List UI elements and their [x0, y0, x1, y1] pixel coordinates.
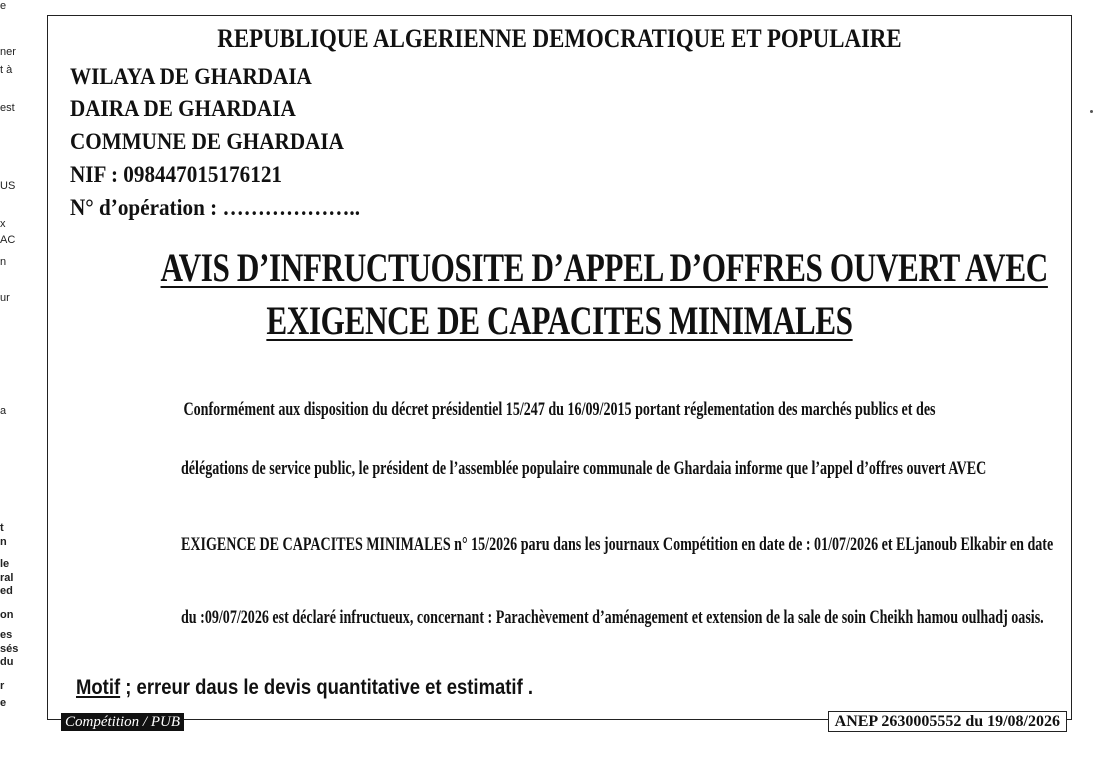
- margin-fragment: n: [0, 256, 7, 268]
- margin-fragment: US: [0, 180, 16, 192]
- body-line-2: délégations de service public, le président de l’assemblée populaire communale de Ghardaia informe que l’appel d’offres ouvert AVEC: [180, 458, 987, 479]
- daira-line: DAIRA DE GHARDAIA: [70, 96, 296, 121]
- margin-fragment: AC: [0, 234, 16, 246]
- margin-fragment: e: [0, 697, 7, 709]
- motif-line: [76, 676, 533, 700]
- body-line-1: Conformément aux disposition du décret présidentiel 15/247 du 16/09/2015 portant réglementation des marchés publics et des: [183, 399, 936, 420]
- margin-fragment: a: [0, 405, 7, 417]
- motif-text: ; erreur daus le devis quantitative et estimatif .: [120, 676, 533, 699]
- margin-fragment: ner: [0, 46, 16, 58]
- margin-fragment: ed: [0, 585, 13, 597]
- wilaya-line: WILAYA DE GHARDAIA: [70, 64, 312, 89]
- margin-fragment: sés: [0, 643, 19, 655]
- margin-fragment: n: [0, 536, 7, 548]
- body-line-3: EXIGENCE DE CAPACITES MINIMALES n° 15/2026 paru dans les journaux Compétition en date de : 01/07/2026 et ELjanoub Elkabir en date: [180, 534, 1054, 555]
- margin-fragment: e: [0, 0, 7, 12]
- notice-title-line-2: EXIGENCE DE CAPACITES MINIMALES: [266, 298, 853, 343]
- anep-reference: ANEP 2630005552 du 19/08/2026: [828, 711, 1067, 732]
- adjacent-column-fragments: [0, 0, 40, 762]
- margin-fragment: t à: [0, 64, 13, 76]
- margin-fragment: ral: [0, 572, 14, 584]
- margin-fragment: on: [0, 609, 14, 621]
- newspaper-badge: Compétition / PUB: [61, 713, 184, 731]
- margin-fragment: x: [0, 218, 6, 230]
- margin-fragment: est: [0, 102, 15, 114]
- notice-title-line-1: AVIS D’INFRUCTUOSITE D’APPEL D’OFFRES OUVERT AVEC: [160, 245, 1048, 290]
- body-line-4: du :09/07/2026 est déclaré infructueux, concernant : Parachèvement d’aménagement et extension de la sale de soin Cheikh hamou oulhadj oasis.: [180, 607, 1044, 628]
- scan-speck: [1090, 110, 1093, 113]
- margin-fragment: ur: [0, 292, 10, 304]
- margin-fragment: du: [0, 656, 14, 668]
- nif-line: NIF : 098447015176121: [70, 162, 282, 187]
- margin-fragment: le: [0, 558, 10, 570]
- margin-fragment: r: [0, 680, 5, 692]
- tender-notice: [47, 15, 1072, 720]
- republic-title: REPUBLIQUE ALGERIENNE DEMOCRATIQUE ET POPULAIRE: [217, 24, 902, 53]
- margin-fragment: t: [0, 522, 4, 534]
- motif-label: Motif: [76, 676, 121, 699]
- commune-line: COMMUNE DE GHARDAIA: [70, 129, 344, 154]
- margin-fragment: es: [0, 629, 13, 641]
- operation-number-line: N° d’opération : ………………..: [70, 195, 361, 220]
